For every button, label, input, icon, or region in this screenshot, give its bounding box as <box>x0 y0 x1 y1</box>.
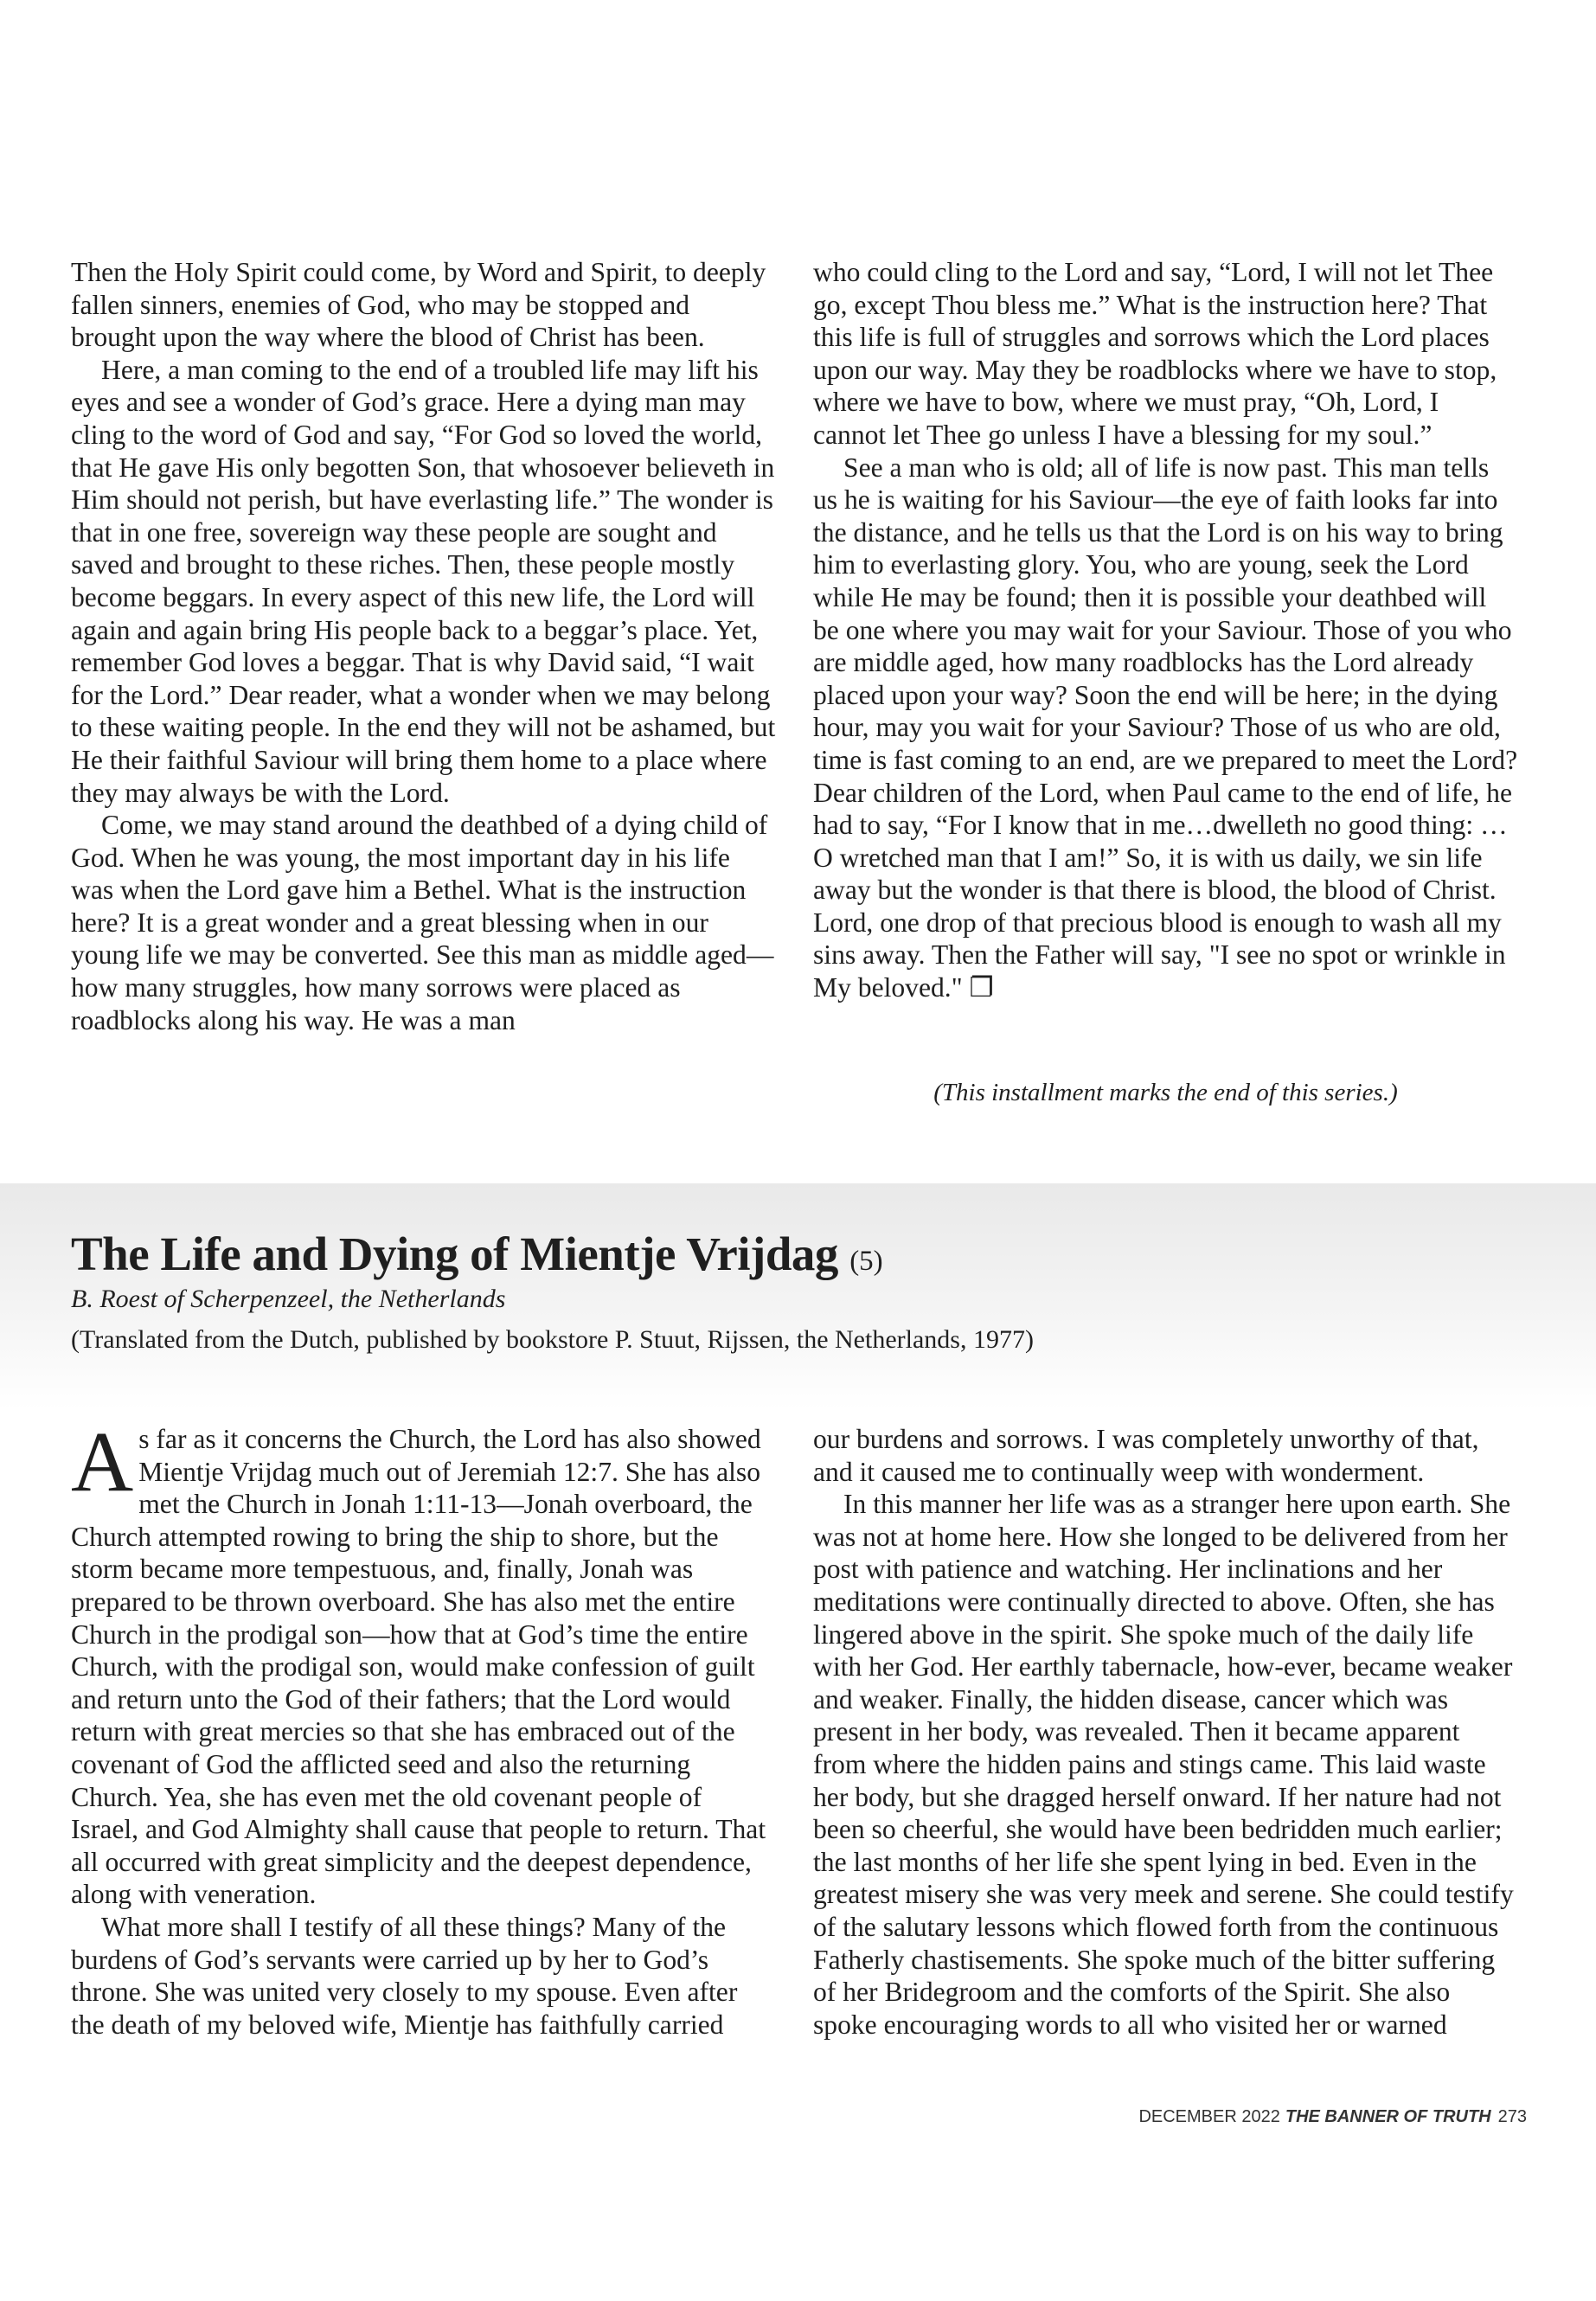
article-author: B. Roest of Scherpenzeel, the Netherlands <box>71 1285 506 1313</box>
bottom-right-column <box>813 1423 1518 2041</box>
bottom-left-column <box>71 1413 776 2041</box>
top-left-column <box>71 256 776 1036</box>
article-part-number: (5) <box>849 1246 883 1277</box>
article-title <box>71 1225 883 1291</box>
paragraph-text: s far as it concerns the Church, the Lord has also showed Mientje Vrijdag much out of Jeremiah 12:7. She has also met the Church in Jonah 1:11-13—Jonah overboard, the Church attempted rowing to bring the ship to shore, but the storm became more tempestuous, and, finally, Jonah was prepared to be thrown overboard. She has also met the entire Church in the prodigal son—how that at God’s time the entire Church, with the prodigal son, would make confession of guilt and return unto the God of their fathers; that the Lord would return with great mercies so that she has embraced out of the covenant of God the afflicted seed and also the returning Church. Yea, she has even met the old covenant people of Israel, and God Almighty shall cause that people to return. That all occurred with great simplicity and the deepest dependence, along with veneration. <box>71 1424 766 1910</box>
paragraph: our burdens and sorrows. I was completely unworthy of that, and it caused me to continually weep with wonderment. <box>813 1424 1479 1487</box>
paragraph: See a man who is old; all of life is now past. This man tells us he is waiting for his Saviour—the eye of faith looks far into the distance, and he tells us that the Lord is on his way to bring him to everlasting glory. You, who are young, seek the Lord while He may be found; then it is possible your deathbed will be one where you may wait for your Saviour. Those of you who are middle aged, how many roadblocks has the Lord already placed upon your way? Soon the end will be here; in the dying hour, may you wait for your Saviour? Those of us who are old, time is fast coming to an end, are we prepared to meet the Lord? Dear children of the Lord, when Paul came to the end of life, he had to say, “For I know that in me…dwelleth no good thing: …O wretched man that I am!” So, it is with us daily, we sin life away but the wonder is that there is blood, the blood of Christ. Lord, one drop of that precious blood is enough to wash all my sins away. Then the Father will say, "I see no spot or wrinkle in My beloved." ❐ <box>813 452 1518 1003</box>
paragraph: Here, a man coming to the end of a troubled life may lift his eyes and see a wonder of God’s grace. Here a dying man may cling to the word of God and say, “For God so loved the world, that He gave His only begotten Son, that whosoever believeth in Him should not perish, but have everlasting life.” The wonder is that in one free, sovereign way these people are sought and saved and brought to these riches. Then, these people mostly become beggars. In every aspect of this new life, the Lord will again and again bring His people back to a beggar’s place. Yet, remember God loves a beggar. That is why David said, “I wait for the Lord.” Dear reader, what a wonder when we may belong to these waiting people. In the end they will not be ashamed, but He their faithful Saviour will bring them home to a place where they may always be with the Lord. <box>71 354 776 808</box>
paragraph <box>71 1413 776 1911</box>
paragraph: What more shall I testify of all these things? Many of the burdens of God’s servants were carried up by her to God’s throne. She was united very closely to my spouse. Even after the death of my beloved wife, Mientje has faithfully carried <box>71 1911 738 2040</box>
magazine-name: THE BANNER OF TRUTH <box>1285 2107 1491 2126</box>
paragraph: In this manner her life was as a stranger here upon earth. She was not at home here. How she longed to be delivered from her post with patience and watching. Her inclinations and her meditations were continually directed to above. Often, she has lingered above in the spirit. She spoke much of the daily life with her God. Her earthly tabernacle, how-ever, became weaker and weaker. Finally, the hidden disease, cancer which was present in her body, was revealed. Then it became apparent from where the hidden pains and stings came. This laid waste her body, but she dragged herself onward. If her nature had not been so cheerful, she would have been bedridden much earlier; the last months of her life she spent lying in bed. Even in the greatest misery she was very meek and serene. She could testify of the salutary lessons which flowed forth from the continuous Fatherly chastisements. She spoke much of the bitter suffering of her Bridegroom and the comforts of the Spirit. She also spoke encouraging words to all who visited her or warned <box>813 1489 1514 2040</box>
page-footer <box>1138 2106 1527 2128</box>
drop-cap: A <box>71 1413 134 1509</box>
paragraph: Then the Holy Spirit could come, by Word and Spirit, to deeply fallen sinners, enemies of God, who may be stopped and brought upon the way where the blood of Christ has been. <box>71 257 766 353</box>
translation-note: (Translated from the Dutch, published by bookstore P. Stuut, Rijssen, the Netherlands, 1977) <box>71 1325 1034 1354</box>
top-right-column <box>813 256 1518 1004</box>
page-number: 273 <box>1497 2107 1527 2126</box>
issue-date: DECEMBER 2022 <box>1138 2107 1280 2126</box>
paragraph: Come, we may stand around the deathbed of a dying child of God. When he was young, the most important day in his life was when the Lord gave him a Bethel. What is the instruction here? It is a great wonder and a great blessing when in our young life we may be converted. See this man as middle aged—how many struggles, how many sorrows were placed as roadblocks along his way. He was a man <box>71 810 774 1035</box>
article-title-text: The Life and Dying of Mientje Vrijdag <box>71 1227 838 1280</box>
paragraph: who could cling to the Lord and say, “Lord, I will not let Thee go, except Thou bless me.” What is the instruction here? That this life is full of struggles and sorrows which the Lord places upon our way. May they be roadblocks where we have to stop, where we have to bow, where we must pray, “Oh, Lord, I cannot let Thee go unless I have a blessing for my soul.” <box>813 257 1497 450</box>
series-end-note: (This installment marks the end of this series.) <box>933 1079 1398 1106</box>
